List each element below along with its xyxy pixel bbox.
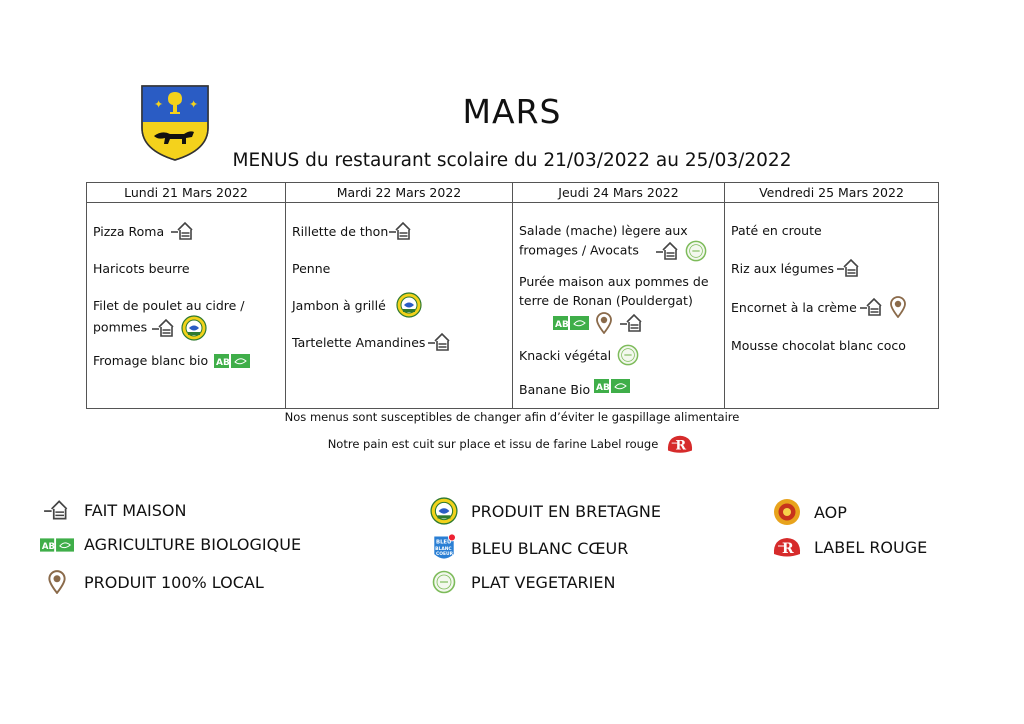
legend-label: PLAT VEGETARIEN	[471, 572, 616, 592]
dish-name: Rillette de thon	[292, 223, 389, 239]
vegetarien-icon	[685, 240, 707, 262]
dish-name: Tartelette Amandines	[292, 334, 426, 350]
svg-text:✦: ✦	[154, 98, 164, 111]
legend-aop	[770, 498, 847, 526]
dish-item	[93, 221, 279, 241]
dish-item	[93, 351, 279, 370]
dish-name: Purée maison aux pommes de terre de Ronan (Pouldergat)	[519, 274, 709, 308]
bretagne-icon	[396, 292, 422, 318]
house-icon	[836, 258, 862, 278]
page-title: MARS	[462, 92, 562, 131]
dish-name: Encornet à la crème	[731, 299, 857, 315]
dish-item	[519, 344, 718, 366]
legend-label: BLEU BLANC CŒUR	[471, 538, 629, 558]
day-header-thursday: Jeudi 24 Mars 2022	[513, 183, 725, 203]
day-column-monday	[87, 203, 286, 409]
legend-label: AOP	[814, 502, 847, 522]
dish-name: Pizza Roma	[93, 223, 165, 239]
legend-label: LABEL ROUGE	[814, 537, 928, 557]
svg-text:✦: ✦	[189, 98, 199, 111]
dish-name: Banane Bio	[519, 382, 591, 397]
legend-label: AGRICULTURE BIOLOGIQUE	[84, 535, 302, 554]
menu-table	[86, 182, 939, 409]
bread-notice	[0, 432, 1024, 456]
dish-name: Fromage blanc bio	[93, 353, 209, 368]
dish-item	[292, 259, 506, 278]
house-icon	[43, 499, 71, 521]
legend-label-rouge	[770, 534, 927, 560]
dish-item	[292, 292, 506, 318]
house-icon	[859, 297, 885, 317]
dish-item	[93, 259, 279, 278]
house-icon	[388, 221, 414, 241]
dish-item	[519, 380, 718, 399]
dish-item	[731, 336, 932, 355]
dish-name: Paté en croute	[731, 223, 822, 238]
dish-icons	[553, 312, 718, 334]
bretagne-icon	[181, 315, 207, 341]
local-icon	[595, 312, 613, 334]
day-column-thursday	[513, 203, 725, 409]
dish-item	[731, 221, 932, 240]
waste-notice: Nos menus sont susceptibles de changer afin d’éviter le gaspillage alimentaire	[284, 410, 740, 424]
day-column-tuesday	[286, 203, 513, 409]
local-icon	[889, 296, 907, 318]
bleu-blanc-coeur-icon	[429, 533, 459, 563]
vegetarien-icon	[617, 344, 639, 366]
dish-item	[93, 296, 263, 341]
legend-bio	[40, 535, 301, 554]
vegetarien-icon	[432, 570, 456, 594]
dish-item	[292, 221, 506, 241]
legend-bleu-blanc-coeur	[427, 533, 628, 563]
bio-icon	[214, 353, 250, 369]
house-icon	[151, 318, 177, 338]
dish-name: Riz aux légumes	[731, 260, 835, 276]
dish-name: Penne	[292, 261, 331, 276]
aop-icon	[773, 498, 801, 526]
bio-icon	[40, 537, 74, 553]
dish-name: Filet de poulet au cidre / pommes	[93, 298, 245, 335]
dish-name: Knacki végétal	[519, 347, 612, 363]
dish-name: Mousse chocolat blanc coco	[731, 338, 906, 353]
legend-label: FAIT MAISON	[84, 500, 187, 520]
day-header-friday: Vendredi 25 Mars 2022	[725, 183, 939, 203]
dish-item	[731, 258, 932, 278]
day-header-tuesday: Mardi 22 Mars 2022	[286, 183, 513, 203]
dish-name: Haricots beurre	[93, 261, 190, 276]
house-icon	[619, 313, 645, 333]
legend-fait-maison	[40, 499, 186, 521]
bio-icon	[553, 315, 589, 331]
house-icon	[170, 221, 196, 241]
legend-label: PRODUIT EN BRETAGNE	[471, 501, 662, 521]
legend-label: PRODUIT 100% LOCAL	[84, 572, 264, 592]
house-icon	[655, 241, 681, 261]
dish-item	[731, 296, 932, 318]
legend-vegetarien	[427, 570, 615, 594]
dish-name: Salade (mache) lègere aux fromages / Avocats	[519, 223, 688, 258]
dish-item	[519, 221, 711, 262]
bread-notice-text: Notre pain est cuit sur place et issu de farine Label rouge	[327, 437, 659, 451]
legend-local	[40, 570, 264, 594]
legend-bretagne	[427, 497, 661, 525]
local-icon	[47, 570, 67, 594]
bretagne-icon	[430, 497, 458, 525]
day-column-friday	[725, 203, 939, 409]
dish-name: Jambon à grillé	[292, 297, 386, 313]
dish-item	[519, 272, 714, 310]
day-header-monday: Lundi 21 Mars 2022	[87, 183, 286, 203]
page-subtitle: MENUS du restaurant scolaire du 21/03/2022 au 25/03/2022	[232, 150, 792, 171]
label-rouge-icon	[664, 432, 696, 456]
bio-icon	[594, 378, 630, 394]
dish-item	[292, 332, 506, 352]
house-icon	[427, 332, 453, 352]
label-rouge-icon	[770, 534, 804, 560]
